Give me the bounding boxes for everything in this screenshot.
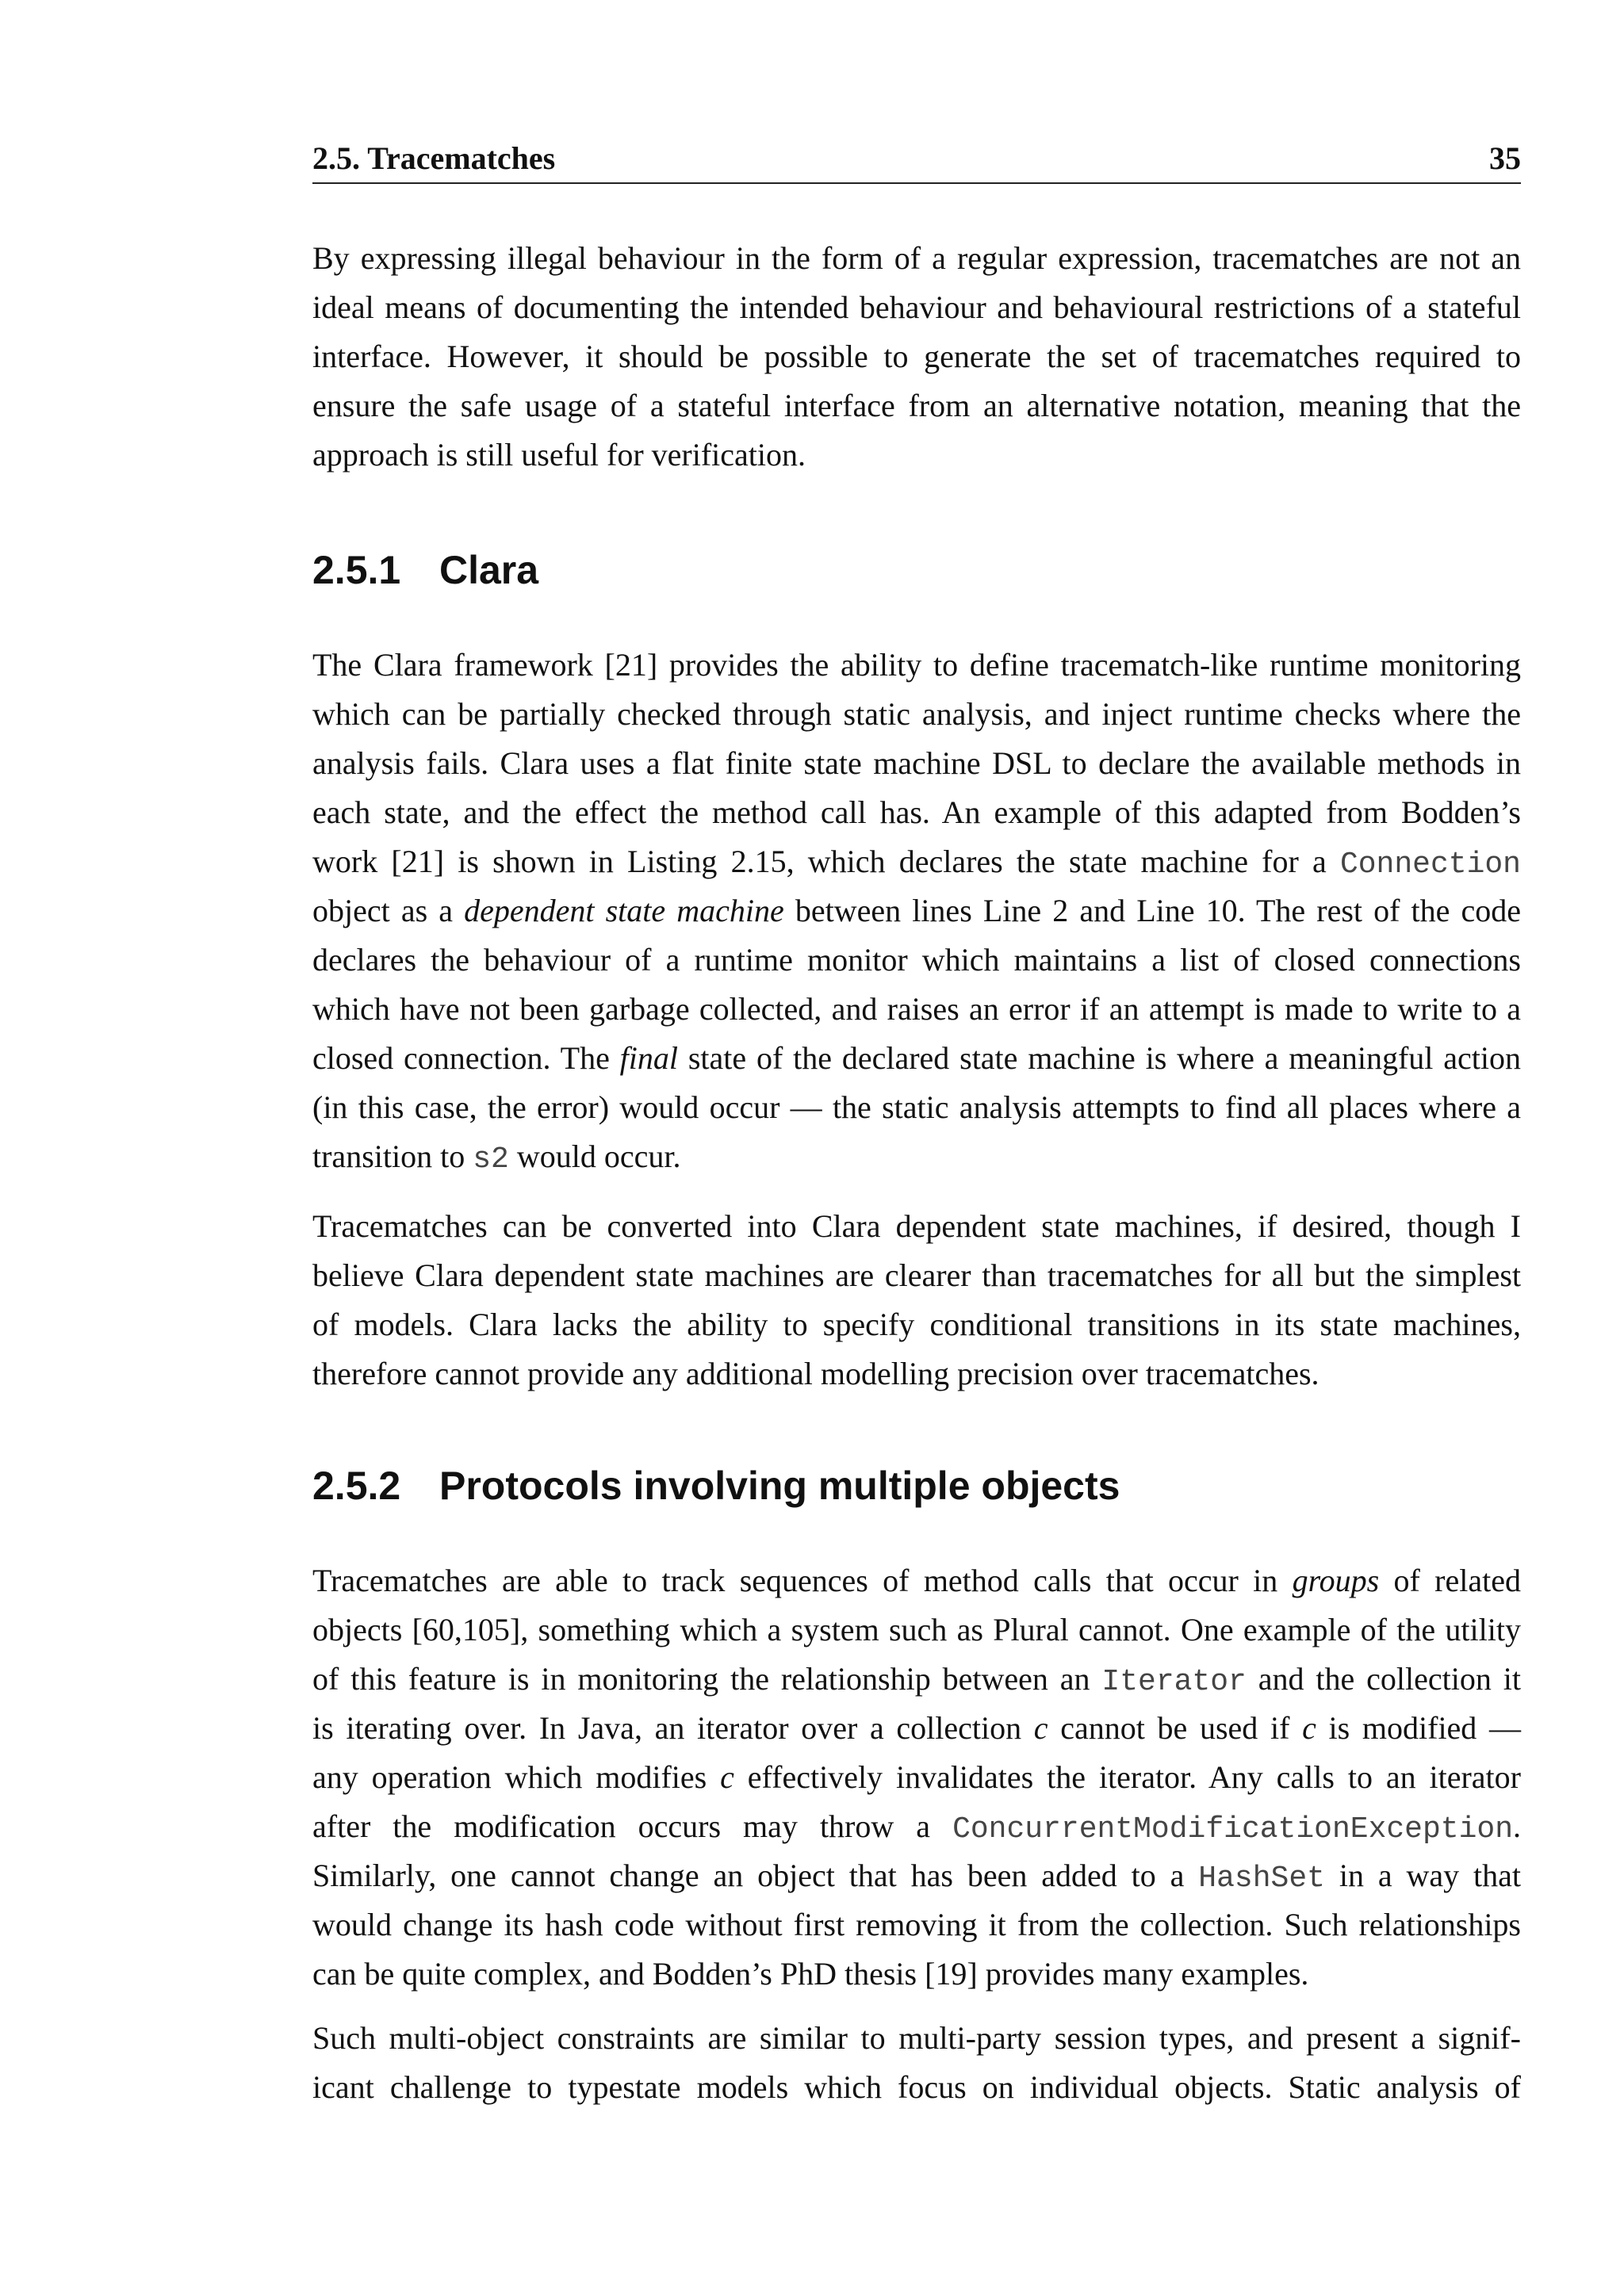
text-line: Tracematches can be converted into Clara dependent state machines, if desired, though I [312,1208,1521,1244]
text-line: each state, and the effect the method call has. An example of this adapted from Bodden’s [312,794,1521,830]
text-run: is iterating over. In Java, an iterator over a collection [312,1710,1034,1746]
text-line: interface. However, it should be possible to generate the set of tracematches required to [312,339,1521,374]
text-line: By expressing illegal behaviour in the form of a regular expression, tracematches are not an [312,240,1521,276]
text-run: closed connection. The [312,1040,620,1076]
section-title: Protocols involving multiple objects [439,1464,1120,1508]
text-line: (in this case, the error) would occur — the static analysis attempts to find all places where a [312,1089,1521,1125]
text-line: approach is still useful for verification. [312,437,806,473]
text-run: work [21] is shown in Listing 2.15, which declares the state machine for a [312,844,1340,879]
protocols-paragraph-2 [312,2014,1521,2112]
text-run: effectively invalidates the iterator. Any calls to an iterator [733,1759,1521,1795]
intro-paragraph [312,234,1521,480]
running-head [312,140,1521,184]
text-run: Similarly, one cannot change an object that has been added to a [312,1858,1199,1893]
text-run: would occur. [508,1138,681,1174]
text-run: is modified — [1316,1710,1521,1746]
text-line: therefore cannot provide any additional modelling precision over tracematches. [312,1356,1320,1391]
emphasis-dependent-state-machine: dependent state machine [464,893,784,928]
text-run: between lines Line 2 and Line 10. The rest of the code [783,893,1522,928]
text-line: would change its hash code without first removing it from the collection. Such relationships [312,1907,1521,1942]
clara-paragraph-1 [312,641,1521,1181]
text-line [312,886,1521,936]
math-c: c [1302,1710,1316,1746]
text-run: of this feature is in monitoring the relationship between an [312,1661,1102,1697]
text-run: Tracematches are able to track sequences of method calls that occur in [312,1563,1293,1598]
section-number: 2.5.1 [312,548,401,592]
page-number: 35 [1489,140,1521,176]
text-run: in a way that [1324,1858,1521,1893]
emphasis-final: final [619,1040,678,1076]
text-line: of models. Clara lacks the ability to specify conditional transitions in its state machines, [312,1307,1521,1342]
section-heading-clara [312,547,538,593]
text-line [312,1851,1521,1900]
text-line: which have not been garbage collected, and raises an error if an attempt is made to write to a [312,991,1521,1027]
text-line [312,837,1521,886]
text-line: The Clara framework [21] provides the ability to define tracematch-like runtime monitoring [312,647,1521,683]
text-line: ensure the safe usage of a stateful interface from an alternative notation, meaning that the [312,388,1521,423]
text-run: and the collection it [1246,1661,1521,1697]
text-line [312,1132,1521,1181]
code-iterator: Iterator [1101,1665,1247,1699]
text-run: . [1513,1808,1521,1844]
text-line: ideal means of documenting the intended behaviour and behavioural restrictions of a stateful [312,289,1521,325]
text-line: which can be partially checked through static analysis, and inject runtime checks where the [312,696,1521,732]
text-run: object as a [312,893,465,928]
text-run: any operation which modifies [312,1759,721,1795]
clara-paragraph-2 [312,1202,1521,1399]
code-connection: Connection [1339,848,1521,882]
text-line [312,1034,1521,1083]
code-concurrent-modification-exception: ConcurrentModificationException [952,1812,1513,1846]
text-line [312,1802,1521,1851]
math-c: c [720,1759,734,1795]
text-run: of related [1379,1563,1521,1598]
text-line [312,1704,1521,1753]
code-s2: s2 [473,1142,509,1177]
emphasis-groups: groups [1292,1563,1380,1598]
code-hashset: HashSet [1198,1862,1325,1896]
text-line [312,1556,1521,1605]
text-line [312,1655,1521,1704]
section-heading-protocols [312,1463,1120,1509]
text-run: transition to [312,1138,473,1174]
text-line: declares the behaviour of a runtime monitor which maintains a list of closed connections [312,942,1521,978]
text-run: cannot be used if [1048,1710,1303,1746]
text-line: icant challenge to typestate models which focus on individual objects. Static analysis of [312,2069,1521,2105]
text-line: Such multi-object constraints are similar to multi-party session types, and present a signif- [312,2020,1521,2056]
text-line: believe Clara dependent state machines are clearer than tracematches for all but the simplest [312,1257,1521,1293]
section-title: Clara [439,548,539,592]
section-number: 2.5.2 [312,1464,401,1508]
text-line [312,1753,1521,1802]
text-line: objects [60,105], something which a system such as Plural cannot. One example of the utility [312,1612,1521,1647]
text-run: after the modification occurs may throw a [312,1808,953,1844]
running-head-section: 2.5. Tracematches [312,140,556,176]
math-c: c [1033,1710,1048,1746]
text-line: analysis fails. Clara uses a flat finite state machine DSL to declare the available methods in [312,745,1521,781]
text-line: can be quite complex, and Bodden’s PhD thesis [19] provides many examples. [312,1956,1309,1992]
protocols-paragraph-1 [312,1556,1521,1999]
text-run: state of the declared state machine is where a meaningful action [678,1040,1521,1076]
